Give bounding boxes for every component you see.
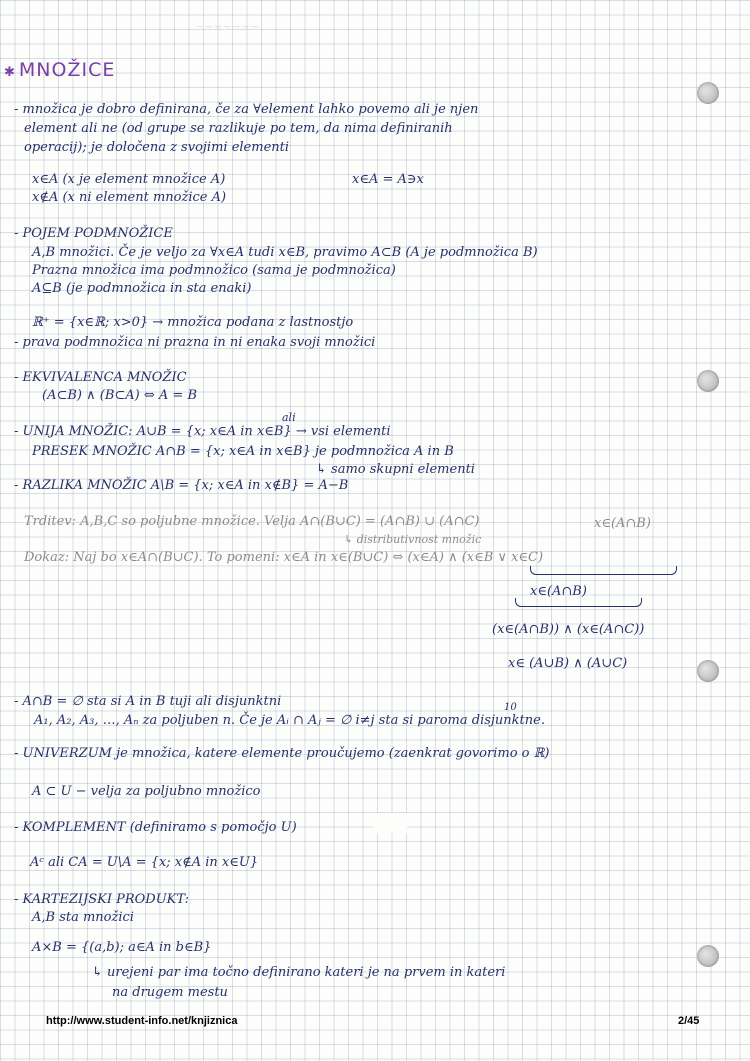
note-line: x∈A (x je element množice A) <box>32 172 226 187</box>
star-icon: ✱ <box>4 65 15 80</box>
note-line: A⊆B (je podmnožica in sta enaki) <box>32 281 252 296</box>
binder-hole-3 <box>697 660 719 682</box>
pencil-line: Trditev: A,B,C so poljubne množice. Velja A∩(B∪C) = (A∩B) ∪ (A∩C) <box>24 514 480 529</box>
page-number: 2/45 <box>678 1015 700 1027</box>
note-line: x∉A (x ni element množice A) <box>32 190 227 205</box>
note-line: - množica je dobro definirana, če za ∀element lahko povemo ali je njen <box>14 102 479 117</box>
faint-bleed-through: ~~~~~~~ <box>195 20 260 33</box>
section-heading: - KARTEZIJSKI PRODUKT: <box>14 892 189 907</box>
note-line: x∈A = A∋x <box>352 172 424 187</box>
underbrace <box>515 598 642 607</box>
note-line: Aᶜ ali CA = U\A = {x; x∉A in x∈U} <box>30 855 259 870</box>
title-text: MNOŽICE <box>18 59 116 81</box>
pencil-line: x∈(A∩B) <box>594 516 651 531</box>
binder-hole-4 <box>697 945 719 967</box>
note-line: A×B = {(a,b); a∈A in b∈B} <box>32 940 212 955</box>
footer-url: http://www.student-info.net/knjiznica <box>46 1015 238 1027</box>
note-line: ↳ samo skupni elementi <box>316 462 475 477</box>
note-line: PRESEK MNOŽIC A∩B = {x; x∈A in x∈B} je podmnožica A in B <box>32 444 454 459</box>
white-patch <box>373 813 407 833</box>
note-line: operacij); je določena z svojimi elementi <box>24 140 290 155</box>
underbrace <box>530 566 677 575</box>
note-line: A₁, A₂, A₃, …, Aₙ za poljuben n. Če je Aᵢ ∩ Aⱼ = ∅ i≠j sta si paroma disjunktne. <box>34 713 545 728</box>
note-line: - RAZLIKA MNOŽIC A\B = {x; x∈A in x∉B} = A−B <box>14 478 349 493</box>
note-line: ↳ urejeni par ima točno definirano kateri je na prvem in kateri <box>92 965 506 980</box>
note-line: - UNIVERZUM je množica, katere elemente proučujemo (zaenkrat govorimo o ℝ) <box>14 746 550 761</box>
note-line: ℝ⁺ = {x∈ℝ; x>0} → množica podana z lastnostjo <box>32 315 354 330</box>
note-line: (A⊂B) ∧ (B⊂A) ⇔ A = B <box>42 388 197 403</box>
note-line: x∈ (A∪B) ∧ (A∪C) <box>508 656 628 671</box>
note-line: element ali ne (od grupe se razlikuje po tem, da nima definiranih <box>24 121 453 136</box>
note-line: A ⊂ U − velja za poljubno množico <box>32 784 261 799</box>
page-title <box>4 59 116 81</box>
binder-hole-2 <box>697 370 719 392</box>
section-heading: - POJEM PODMNOŽICE <box>14 226 173 241</box>
note-small: 10 <box>504 702 517 713</box>
note-line: (x∈(A∩B)) ∧ (x∈(A∩C)) <box>492 622 645 637</box>
note-line: - prava podmnožica ni prazna in ni enaka svoji množici <box>14 335 376 350</box>
section-heading: - KOMPLEMENT (definiramo s pomočjo U) <box>14 820 297 835</box>
pencil-line: Dokaz: Naj bo x∈A∩(B∪C). To pomeni: x∈A in x∈(B∪C) ⇔ (x∈A) ∧ (x∈B ∨ x∈C) <box>24 550 544 565</box>
note-line: na drugem mestu <box>112 985 228 1000</box>
binder-hole-1 <box>697 82 719 104</box>
pencil-line: ↳ distributivnost množic <box>344 533 482 546</box>
note-line: A,B sta množici <box>32 910 134 925</box>
note-line: - UNIJA MNOŽIC: A∪B = {x; x∈A in x∈B} → vsi elementi <box>14 424 391 439</box>
note-line: Prazna množica ima podmnožico (sama je podmnožica) <box>32 263 396 278</box>
note-line: x∈(A∩B) <box>530 584 587 599</box>
note-line: A,B množici. Če je veljo za ∀x∈A tudi x∈B, pravimo A⊂B (A je podmnožica B) <box>32 245 538 260</box>
note-line: - A∩B = ∅ sta si A in B tuji ali disjunktni <box>14 694 282 709</box>
note-small: ali <box>282 411 296 424</box>
section-heading: - EKVIVALENCA MNOŽIC <box>14 370 187 385</box>
